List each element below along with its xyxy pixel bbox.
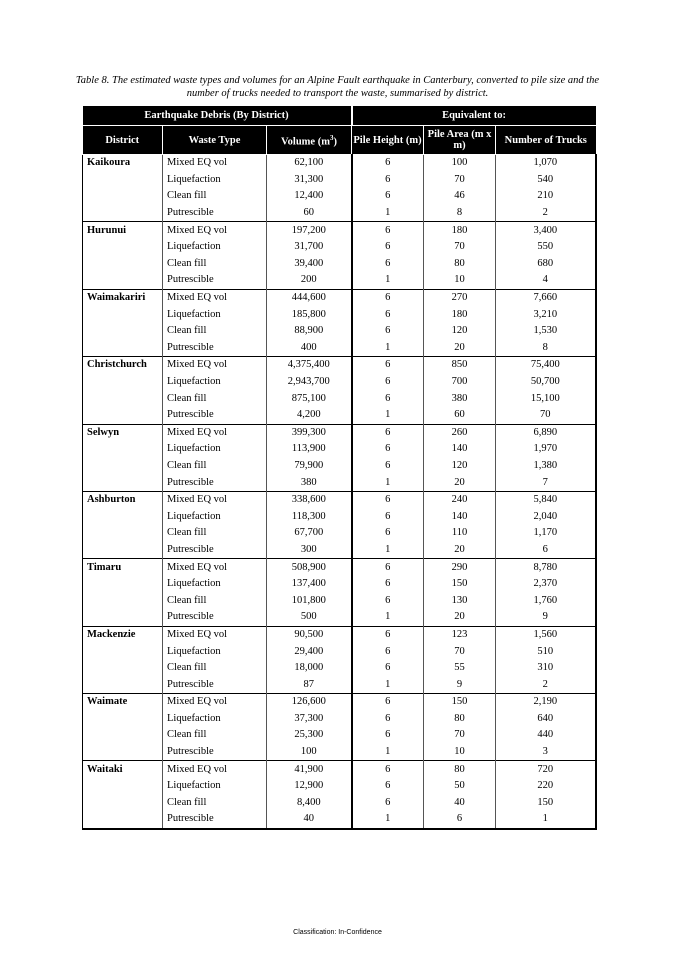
district-cell [83,525,163,542]
table-row [83,592,596,609]
volume-cell: 18,000 [267,660,352,677]
waste-type-cell: Liquefaction [163,374,267,391]
table-row [83,694,596,711]
district-cell [83,272,163,289]
waste-type-cell: Putrescible [163,609,267,626]
pile-area-cell: 20 [424,474,496,491]
table-row [83,744,596,761]
waste-type-cell: Clean fill [163,727,267,744]
waste-type-cell: Putrescible [163,407,267,424]
volume-cell: 113,900 [267,441,352,458]
pile-height-cell: 6 [352,626,424,643]
table-row [83,727,596,744]
pile-height-cell: 6 [352,357,424,374]
volume-cell: 79,900 [267,458,352,475]
pile-height-cell: 6 [352,508,424,525]
volume-cell: 62,100 [267,155,352,172]
volume-cell: 300 [267,542,352,559]
volume-cell: 338,600 [267,491,352,508]
table-row [83,424,596,441]
district-cell [83,576,163,593]
pile-area-cell: 850 [424,357,496,374]
table-row [83,441,596,458]
volume-cell: 118,300 [267,508,352,525]
table-row [83,508,596,525]
district-cell: Mackenzie [83,626,163,643]
pile-area-cell: 80 [424,711,496,728]
pile-height-cell: 6 [352,795,424,812]
volume-cell: 197,200 [267,222,352,239]
trucks-cell: 3 [496,744,596,761]
waste-type-cell: Mixed EQ vol [163,222,267,239]
header-equivalent-to: Equivalent to: [352,106,596,126]
district-cell [83,306,163,323]
volume-cell: 4,375,400 [267,357,352,374]
pile-height-cell: 1 [352,542,424,559]
trucks-cell: 550 [496,239,596,256]
pile-height-cell: 6 [352,694,424,711]
pile-area-cell: 10 [424,744,496,761]
volume-cell: 380 [267,474,352,491]
header-district: District [83,126,163,155]
pile-area-cell: 240 [424,491,496,508]
table-row [83,778,596,795]
district-cell: Waimate [83,694,163,711]
district-cell [83,811,163,829]
district-cell [83,711,163,728]
volume-cell: 37,300 [267,711,352,728]
pile-height-cell: 1 [352,744,424,761]
pile-area-cell: 120 [424,323,496,340]
waste-type-cell: Putrescible [163,474,267,491]
district-cell [83,727,163,744]
waste-type-cell: Liquefaction [163,576,267,593]
trucks-cell: 220 [496,778,596,795]
pile-area-cell: 123 [424,626,496,643]
pile-height-cell: 6 [352,256,424,273]
pile-area-cell: 40 [424,795,496,812]
trucks-cell: 5,840 [496,491,596,508]
volume-cell: 88,900 [267,323,352,340]
district-cell [83,643,163,660]
waste-type-cell: Putrescible [163,676,267,693]
district-cell [83,542,163,559]
table-row [83,239,596,256]
district-cell [83,256,163,273]
district-cell [83,609,163,626]
table-row [83,676,596,693]
volume-cell: 508,900 [267,559,352,576]
pile-height-cell: 6 [352,761,424,778]
pile-area-cell: 180 [424,306,496,323]
pile-area-cell: 70 [424,172,496,189]
volume-cell: 90,500 [267,626,352,643]
table-row [83,576,596,593]
waste-type-cell: Liquefaction [163,239,267,256]
pile-height-cell: 1 [352,272,424,289]
waste-type-cell: Putrescible [163,542,267,559]
waste-type-cell: Clean fill [163,390,267,407]
trucks-cell: 1,170 [496,525,596,542]
volume-cell: 399,300 [267,424,352,441]
pile-height-cell: 6 [352,559,424,576]
volume-cell: 4,200 [267,407,352,424]
volume-cell: 2,943,700 [267,374,352,391]
pile-height-cell: 1 [352,205,424,222]
waste-type-cell: Mixed EQ vol [163,694,267,711]
header-pile-height: Pile Height (m) [352,126,424,155]
trucks-cell: 15,100 [496,390,596,407]
pile-area-cell: 6 [424,811,496,829]
volume-cell: 126,600 [267,694,352,711]
volume-cell: 31,300 [267,172,352,189]
pile-area-cell: 260 [424,424,496,441]
trucks-cell: 2 [496,676,596,693]
waste-type-cell: Putrescible [163,272,267,289]
waste-type-cell: Clean fill [163,458,267,475]
trucks-cell: 680 [496,256,596,273]
trucks-cell: 640 [496,711,596,728]
table-body [83,155,596,829]
trucks-cell: 6,890 [496,424,596,441]
volume-cell: 12,900 [267,778,352,795]
waste-type-cell: Clean fill [163,256,267,273]
pile-height-cell: 6 [352,374,424,391]
volume-cell: 101,800 [267,592,352,609]
trucks-cell: 3,400 [496,222,596,239]
trucks-cell: 1,070 [496,155,596,172]
pile-area-cell: 120 [424,458,496,475]
pile-height-cell: 6 [352,239,424,256]
pile-height-cell: 1 [352,609,424,626]
pile-height-cell: 6 [352,222,424,239]
pile-height-cell: 1 [352,811,424,829]
table-row [83,306,596,323]
table-row [83,205,596,222]
trucks-cell: 2,040 [496,508,596,525]
table-row [83,660,596,677]
pile-area-cell: 10 [424,272,496,289]
trucks-cell: 3,210 [496,306,596,323]
volume-cell: 12,400 [267,188,352,205]
pile-height-cell: 6 [352,155,424,172]
trucks-cell: 1,760 [496,592,596,609]
trucks-cell: 310 [496,660,596,677]
pile-height-cell: 6 [352,660,424,677]
header-pile-area: Pile Area (m x m) [424,126,496,155]
pile-area-cell: 180 [424,222,496,239]
waste-type-cell: Mixed EQ vol [163,424,267,441]
trucks-cell: 1,560 [496,626,596,643]
pile-area-cell: 70 [424,727,496,744]
trucks-cell: 7,660 [496,289,596,306]
district-cell [83,441,163,458]
trucks-cell: 8,780 [496,559,596,576]
table-row [83,272,596,289]
district-cell [83,323,163,340]
waste-type-cell: Mixed EQ vol [163,357,267,374]
volume-cell: 8,400 [267,795,352,812]
district-cell: Waitaki [83,761,163,778]
trucks-cell: 150 [496,795,596,812]
district-cell [83,795,163,812]
pile-height-cell: 6 [352,592,424,609]
trucks-cell: 8 [496,340,596,357]
table-row [83,374,596,391]
pile-area-cell: 150 [424,694,496,711]
volume-cell: 137,400 [267,576,352,593]
trucks-cell: 7 [496,474,596,491]
header-waste-type: Waste Type [163,126,267,155]
volume-cell: 100 [267,744,352,761]
pile-area-cell: 380 [424,390,496,407]
waste-type-cell: Putrescible [163,205,267,222]
pile-height-cell: 6 [352,711,424,728]
pile-height-cell: 6 [352,727,424,744]
table-row [83,474,596,491]
trucks-cell: 1,380 [496,458,596,475]
waste-type-cell: Liquefaction [163,172,267,189]
district-cell [83,239,163,256]
table-row [83,390,596,407]
pile-area-cell: 9 [424,676,496,693]
pile-area-cell: 55 [424,660,496,677]
pile-height-cell: 6 [352,323,424,340]
trucks-cell: 6 [496,542,596,559]
district-cell [83,172,163,189]
table-caption: Table 8. The estimated waste types and volumes for an Alpine Fault earthquake in Canterbury, converted to pile size and the number of trucks needed to transport the waste, summarised by district. [75,75,600,99]
waste-type-cell: Liquefaction [163,778,267,795]
waste-type-cell: Mixed EQ vol [163,491,267,508]
volume-cell: 185,800 [267,306,352,323]
table-row [83,155,596,172]
pile-area-cell: 8 [424,205,496,222]
volume-cell: 29,400 [267,643,352,660]
trucks-cell: 1,530 [496,323,596,340]
volume-cell: 87 [267,676,352,693]
table-row [83,761,596,778]
trucks-cell: 2 [496,205,596,222]
volume-cell: 41,900 [267,761,352,778]
table-row [83,188,596,205]
trucks-cell: 2,370 [496,576,596,593]
pile-height-cell: 1 [352,340,424,357]
pile-height-cell: 6 [352,525,424,542]
waste-type-cell: Liquefaction [163,711,267,728]
waste-type-cell: Liquefaction [163,643,267,660]
table-row [83,626,596,643]
pile-height-cell: 6 [352,576,424,593]
table-row [83,795,596,812]
table-row [83,609,596,626]
district-cell [83,188,163,205]
district-cell: Kaikoura [83,155,163,172]
pile-height-cell: 6 [352,441,424,458]
trucks-cell: 540 [496,172,596,189]
waste-type-cell: Clean fill [163,323,267,340]
volume-cell: 500 [267,609,352,626]
table-row [83,542,596,559]
volume-cell: 60 [267,205,352,222]
table-row [83,340,596,357]
pile-area-cell: 20 [424,340,496,357]
waste-type-cell: Clean fill [163,795,267,812]
pile-height-cell: 6 [352,172,424,189]
volume-cell: 40 [267,811,352,829]
header-volume-close: ) [333,136,337,148]
pile-height-cell: 6 [352,778,424,795]
waste-type-cell: Liquefaction [163,306,267,323]
pile-height-cell: 1 [352,676,424,693]
table-row [83,811,596,829]
district-cell [83,592,163,609]
header-volume [267,126,352,155]
waste-type-cell: Mixed EQ vol [163,155,267,172]
waste-type-cell: Clean fill [163,592,267,609]
table-row [83,711,596,728]
waste-type-cell: Liquefaction [163,441,267,458]
table-row [83,559,596,576]
trucks-cell: 75,400 [496,357,596,374]
waste-type-cell: Clean fill [163,660,267,677]
district-cell [83,676,163,693]
district-cell: Timaru [83,559,163,576]
table-row [83,172,596,189]
pile-area-cell: 80 [424,761,496,778]
district-cell [83,458,163,475]
pile-area-cell: 70 [424,239,496,256]
pile-height-cell: 6 [352,188,424,205]
pile-area-cell: 100 [424,155,496,172]
trucks-cell: 1 [496,811,596,829]
table-row [83,525,596,542]
pile-height-cell: 6 [352,491,424,508]
waste-volume-table [82,106,597,830]
pile-height-cell: 1 [352,407,424,424]
pile-area-cell: 140 [424,441,496,458]
table-row [83,458,596,475]
waste-type-cell: Mixed EQ vol [163,559,267,576]
pile-area-cell: 150 [424,576,496,593]
waste-type-cell: Putrescible [163,744,267,761]
pile-area-cell: 270 [424,289,496,306]
waste-type-cell: Clean fill [163,525,267,542]
table-row [83,357,596,374]
volume-cell: 200 [267,272,352,289]
pile-area-cell: 130 [424,592,496,609]
table-row [83,407,596,424]
district-cell [83,390,163,407]
pile-height-cell: 6 [352,643,424,660]
pile-area-cell: 70 [424,643,496,660]
trucks-cell: 50,700 [496,374,596,391]
pile-area-cell: 20 [424,609,496,626]
trucks-cell: 440 [496,727,596,744]
header-earthquake-debris: Earthquake Debris (By District) [83,106,352,126]
district-cell: Hurunui [83,222,163,239]
district-cell: Selwyn [83,424,163,441]
volume-cell: 875,100 [267,390,352,407]
pile-area-cell: 20 [424,542,496,559]
table-row [83,222,596,239]
waste-type-cell: Putrescible [163,340,267,357]
district-cell [83,407,163,424]
district-cell: Christchurch [83,357,163,374]
table-row [83,491,596,508]
district-cell [83,744,163,761]
district-cell [83,778,163,795]
trucks-cell: 2,190 [496,694,596,711]
district-cell [83,660,163,677]
volume-cell: 25,300 [267,727,352,744]
trucks-cell: 210 [496,188,596,205]
trucks-cell: 70 [496,407,596,424]
district-cell: Waimakariri [83,289,163,306]
table-row [83,256,596,273]
volume-cell: 67,700 [267,525,352,542]
trucks-cell: 720 [496,761,596,778]
trucks-cell: 4 [496,272,596,289]
waste-type-cell: Putrescible [163,811,267,829]
waste-type-cell: Mixed EQ vol [163,761,267,778]
pile-height-cell: 6 [352,390,424,407]
pile-area-cell: 80 [424,256,496,273]
table-row [83,289,596,306]
trucks-cell: 510 [496,643,596,660]
volume-cell: 444,600 [267,289,352,306]
pile-area-cell: 50 [424,778,496,795]
table-row [83,323,596,340]
pile-height-cell: 6 [352,289,424,306]
waste-type-cell: Liquefaction [163,508,267,525]
waste-type-cell: Clean fill [163,188,267,205]
pile-area-cell: 110 [424,525,496,542]
header-volume-text: Volume (m [281,136,330,148]
district-cell [83,474,163,491]
district-cell: Ashburton [83,491,163,508]
district-cell [83,508,163,525]
trucks-cell: 9 [496,609,596,626]
volume-cell: 400 [267,340,352,357]
pile-area-cell: 290 [424,559,496,576]
district-cell [83,340,163,357]
volume-cell: 31,700 [267,239,352,256]
district-cell [83,374,163,391]
pile-area-cell: 60 [424,407,496,424]
pile-height-cell: 6 [352,306,424,323]
header-trucks: Number of Trucks [496,126,596,155]
table-row [83,643,596,660]
classification-footer: Classification: In-Confidence [293,929,382,936]
pile-height-cell: 6 [352,424,424,441]
pile-height-cell: 1 [352,474,424,491]
pile-area-cell: 46 [424,188,496,205]
volume-cell: 39,400 [267,256,352,273]
trucks-cell: 1,970 [496,441,596,458]
header-volume-sup: 3 [329,133,334,142]
pile-area-cell: 140 [424,508,496,525]
waste-type-cell: Mixed EQ vol [163,626,267,643]
district-cell [83,205,163,222]
pile-area-cell: 700 [424,374,496,391]
waste-type-cell: Mixed EQ vol [163,289,267,306]
pile-height-cell: 6 [352,458,424,475]
